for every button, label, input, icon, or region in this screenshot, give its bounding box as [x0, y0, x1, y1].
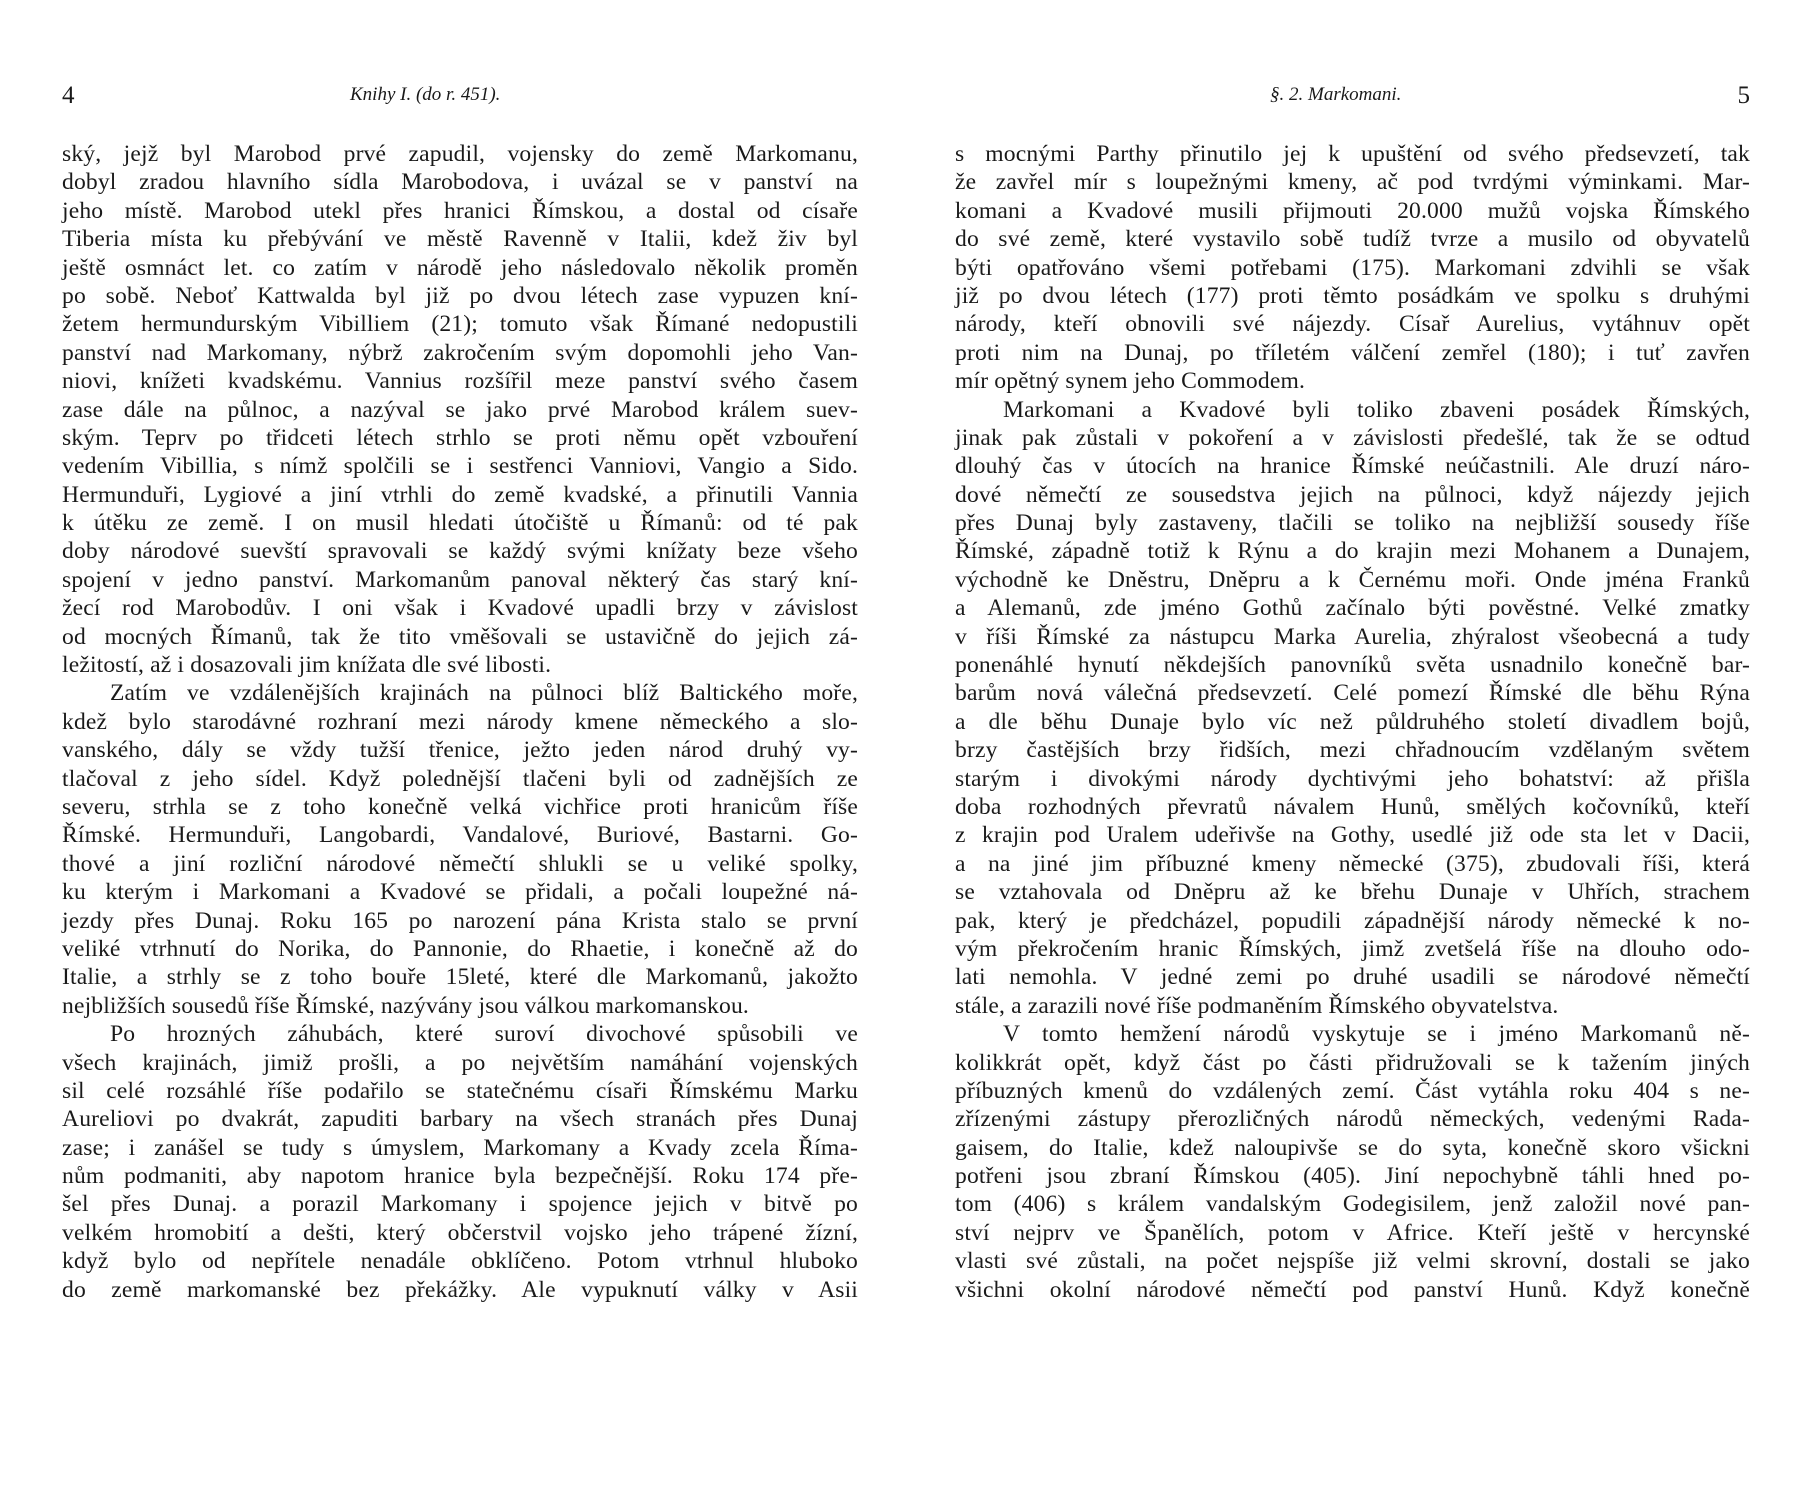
text-line: kdež bylo starodávné rozhraní mezi národy kmene německého a slo- [62, 708, 858, 735]
text-line: všichni okolní národové němečtí pod panství Hunů. Když konečně [955, 1276, 1750, 1303]
text-line: pak, který je předcházel, popudili západnější národy německé k no- [955, 907, 1750, 934]
text-line: zase; i zanášel se tudy s úmyslem, Markomany a Kvady zcela Říma- [62, 1134, 858, 1161]
right-running-title: §. 2. Markomani. [1270, 84, 1402, 105]
text-line: jezdy přes Dunaj. Roku 165 po narození pána Krista stalo se první [62, 907, 858, 934]
text-line: ponenáhlé hynutí někdejších panovníků světa usnadnilo konečně bar- [955, 652, 1750, 679]
text-line: kolikkrát opět, když část po části přidružovali se k tažením jiných [955, 1049, 1750, 1076]
text-line: Po hrozných záhubách, které suroví divochové spůsobili ve [110, 1021, 858, 1048]
text-line: nům podmaniti, aby napotom hranice byla bezpečnější. Roku 174 pře- [62, 1163, 858, 1190]
text-line: a dle běhu Dunaje bylo víc než půldruhého století divadlem bojů, [955, 708, 1750, 735]
text-line: veliké vtrhnutí do Norika, do Pannonie, do Rhaetie, i konečně až do [62, 935, 858, 962]
left-running-head [62, 82, 858, 122]
text-line: potřeni jsou zbraní Římskou (405). Jiní nepochybně táhli hned po- [955, 1163, 1750, 1190]
text-line: jinak pak zůstali v pokoření a v závislosti předešlé, tak že se odtud [955, 424, 1750, 451]
text-line: zřízenými zástupy přerozličných národů německých, vedenými Rada- [955, 1106, 1750, 1133]
right-page [955, 82, 1750, 1304]
left-page-text [62, 140, 858, 1304]
text-line: nejbližších sousedů říše Římské, nazývány jsou válkou markomanskou. [62, 992, 749, 1019]
text-line: barům nová válečná předsevzetí. Celé pomezí Římské dle běhu Rýna [955, 680, 1750, 707]
text-line: sil celé rozsáhlé říše podařilo se statečnému císaři Římskému Marku [62, 1077, 858, 1104]
text-line: tom (406) s králem vandalským Godegisilem, jenž založil nové pan- [955, 1191, 1750, 1218]
text-line: lati nemohla. V jedné zemi po druhé usadili se národové němečtí [955, 964, 1750, 991]
text-line: od mocných Římanů, tak že tito vměšovali se ustavičně do jejich zá- [62, 623, 858, 650]
text-line: velkém hromobití a dešti, který občerstvil vojsko jeho trápené žízní, [62, 1219, 858, 1246]
text-line: dlouhý čas v útocích na hranice Římské neúčastnili. Ale druzí náro- [955, 453, 1750, 480]
text-line: Tiberia místa ku přebývání ve městě Ravenně v Italii, kdež živ byl [62, 226, 858, 253]
text-line: žecí rod Marobodův. I oni však i Kvadové upadli brzy v závislost [62, 595, 858, 622]
right-page-text [955, 140, 1750, 1304]
text-line: býti opatřováno všemi potřebami (175). Markomani zdvihli se však [955, 254, 1750, 281]
text-line: se vztahovala od Dněpru až ke břehu Dunaje v Uhřích, strachem [955, 879, 1750, 906]
right-page-number: 5 [1737, 82, 1750, 109]
text-line: tlačoval z jeho sídel. Když polednější tlačeni byli od zadnějších ze [62, 765, 858, 792]
text-line: Aureliovi po dvakrát, zapuditi barbary na všech stranách přes Dunaj [62, 1106, 858, 1133]
text-line: k útěku ze země. I on musil hledati útočiště u Římanů: od té pak [62, 510, 858, 537]
text-line: komani a Kvadové musili přijmouti 20.000 mužů vojska Římského [955, 197, 1750, 224]
text-line: ským. Teprv po třidceti létech strhlo se proti němu opět vzbouření [62, 424, 858, 451]
text-line: a Alemanů, zde jméno Gothů začínalo býti pověstné. Velké zmatky [955, 595, 1750, 622]
text-line: doby národové suevští spravovali se každý svými knížaty beze všeho [62, 538, 858, 565]
left-page-number: 4 [62, 82, 75, 109]
text-line: s mocnými Parthy přinutilo jej k upuštění od svého předsevzetí, tak [955, 141, 1750, 167]
text-line: ku kterým i Markomani a Kvadové se přidali, a počali loupežné ná- [62, 879, 858, 906]
text-line: příbuzných kmenů do vzdálených zemí. Část vytáhla roku 404 s ne- [955, 1077, 1750, 1104]
text-line: východně ke Dněstru, Dněpru a k Černému moři. Onde jména Franků [955, 566, 1750, 593]
text-line: že zavřel mír s loupežnými kmeny, ač pod tvrdými výminkami. Mar- [955, 169, 1750, 196]
text-line: V tomto hemžení národů vyskytuje se i jméno Markomanů ně- [1003, 1021, 1750, 1048]
text-line: žetem hermundurským Vibilliem (21); tomuto však Římané nedopustili [62, 311, 858, 338]
text-line: Zatím ve vzdálenějších krajinách na půlnoci blíž Baltického moře, [110, 680, 858, 707]
text-line: ský, jejž byl Marobod prvé zapudil, vojensky do země Markomanu, [62, 141, 858, 167]
text-line: gaisem, do Italie, kdež naloupivše se do syta, konečně skoro všickni [955, 1134, 1750, 1161]
text-line: severu, strhla se z toho konečně velká vichřice proti hranicům říše [62, 793, 858, 820]
text-line: stále, a zarazili nové říše podmaněním Římského obyvatelstva. [955, 992, 1559, 1019]
text-line: ležitostí, až i dosazovali jim knížata dle své libosti. [62, 652, 552, 679]
text-line: do země markomanské bez překážky. Ale vypuknutí války v Asii [62, 1276, 858, 1303]
text-line: niovi, knížeti kvadskému. Vannius rozšířil meze panství svého časem [62, 368, 858, 395]
text-line: šel přes Dunaj. a porazil Markomany i spojence jejich v bitvě po [62, 1191, 858, 1218]
text-line: mír opětný synem jeho Commodem. [955, 368, 1305, 395]
text-line: vedením Vibillia, s nímž spolčili se i sestřenci Vanniovi, Vangio a Sido. [62, 453, 858, 480]
text-line: Římské, západně totiž k Rýnu a do krajin mezi Mohanem a Dunajem, [955, 538, 1750, 565]
text-line: spojení v jedno panství. Markomanům panoval některý čas starý kní- [62, 566, 858, 593]
left-running-title: Knihy I. (do r. 451). [350, 84, 501, 105]
right-running-head [955, 82, 1750, 122]
text-line: po sobě. Neboť Kattwalda byl již po dvou létech zase vypuzen kní- [62, 282, 858, 309]
left-page [62, 82, 858, 1304]
text-line: vým překročením hranic Římských, jimž zvetšelá říše na dlouho odo- [955, 935, 1750, 962]
text-line: když bylo od nepřítele nenadále obklíčeno. Potom vtrhnul hluboko [62, 1248, 858, 1275]
text-line: thové a jiní rozliční národové němečtí shlukli se u veliké spolky, [62, 850, 858, 877]
text-line: v říši Římské za nástupcu Marka Aurelia, zhýralost všeobecná a tudy [955, 623, 1750, 650]
text-line: všech krajinách, jimiž prošli, a po největším namáhání vojenských [62, 1049, 858, 1076]
text-line: doba rozhodných převratů návalem Hunů, smělých kočovníků, kteří [955, 793, 1750, 820]
text-line: do své země, které vystavilo sobě tudíž tvrze a musilo od obyvatelů [955, 226, 1750, 253]
text-line: panství nad Markomany, nýbrž zakročením svým dopomohli jeho Van- [62, 339, 858, 366]
text-line: Italie, a strhly se z toho bouře 15leté, které dle Markomanů, jakožto [62, 964, 858, 991]
text-line: ještě osmnáct let. co zatím v národě jeho následovalo několik proměn [62, 254, 858, 281]
text-line: národy, kteří obnovili své nájezdy. Císař Aurelius, vytáhnuv opět [955, 311, 1750, 338]
text-line: starým i divokými národy dychtivými jeho bohatství: až přišla [955, 765, 1750, 792]
text-line: proti nim na Dunaj, po tříletém válčení zemřel (180); i tuť zavřen [955, 339, 1750, 366]
text-line: ství nejprv ve Španělích, potom v Africe. Kteří ještě v hercynské [955, 1219, 1750, 1246]
text-line: vlasti své zůstali, na počet nejspíše již velmi skrovní, dostali se jako [955, 1248, 1750, 1275]
text-line: Markomani a Kvadové byli toliko zbaveni posádek Římských, [1003, 396, 1750, 423]
text-line: z krajin pod Uralem udeřivše na Gothy, usedlé již ode sta let v Dacii, [955, 822, 1750, 849]
text-line: dové němečtí ze sousedstva jejich na půlnoci, když nájezdy jejich [955, 481, 1750, 508]
text-line: brzy častějších brzy řidších, mezi chřadnoucím vzdělaným světem [955, 737, 1750, 764]
text-line: přes Dunaj byly zastaveny, tlačili se toliko na nejbližší sousedy říše [955, 510, 1750, 537]
text-line: dobyl zradou hlavního sídla Marobodova, i uvázal se v panství na [62, 169, 858, 196]
text-line: vanského, dály se vždy tužší třenice, ježto jeden národ druhý vy- [62, 737, 858, 764]
text-line: Hermunduři, Lygiové a jiní vtrhli do země kvadské, a přinutili Vannia [62, 481, 858, 508]
text-line: zase dále na půlnoc, a nazýval se jako prvé Marobod králem suev- [62, 396, 858, 423]
text-line: již po dvou létech (177) proti těmto posádkám ve spolku s druhými [955, 282, 1750, 309]
text-line: Římské. Hermunduři, Langobardi, Vandalové, Buriové, Bastarni. Go- [62, 822, 858, 849]
text-line: a na jiné jim příbuzné kmeny německé (375), zbudovali říši, která [955, 850, 1750, 877]
text-line: jeho místě. Marobod utekl přes hranici Římskou, a dostal od císaře [62, 197, 858, 224]
